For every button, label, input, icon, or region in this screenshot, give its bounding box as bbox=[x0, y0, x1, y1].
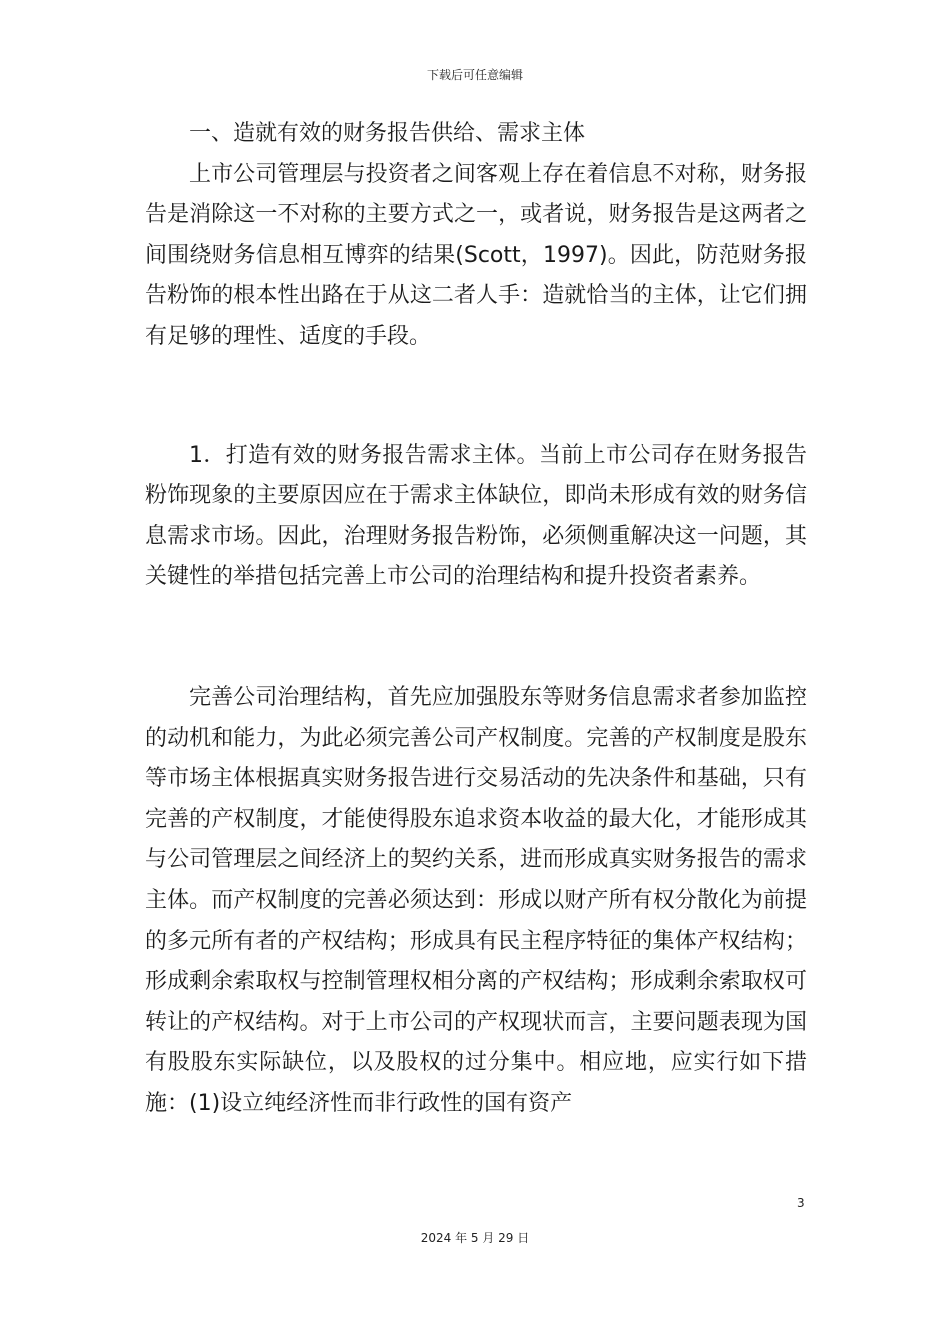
section-heading: 一、造就有效的财务报告供给、需求主体 bbox=[189, 121, 586, 146]
paragraph-intro: 上市公司管理层与投资者之间客观上存在着信息不对称，财务报告是消除这一不对称的主要方式之一，或者说，财务报告是这两者之间围绕财务信息相互博弈的结果(Scott，1997)。因此，防范财务报告粉饰的根本性出路在于从这二者人手：造就恰当的主体，让它们拥有足够的理性、适度的手段。 bbox=[145, 161, 807, 349]
page-header: 下载后可任意编辑 bbox=[426, 68, 523, 82]
page-number: 3 bbox=[797, 1196, 805, 1210]
document-body bbox=[145, 114, 807, 1124]
page-footer-date: 2024 年 5 月 29 日 bbox=[420, 1231, 530, 1245]
paragraph-governance: 完善公司治理结构，首先应加强股东等财务信息需求者参加监控的动机和能力，为此必须完善公司产权制度。完善的产权制度是股东等市场主体根据真实财务报告进行交易活动的先决条件和基础，只有完善的产权制度，才能使得股东追求资本收益的最大化，才能形成其与公司管理层之间经济上的契约关系，进而形成真实财务报告的需求主体。而产权制度的完善必须达到：形成以财产所有权分散化为前提的多元所有者的产权结构；形成具有民主程序特征的集体产权结构；形成剩余索取权与控制管理权相分离的产权结构；形成剩余索取权可转让的产权结构。对于上市公司的产权现状而言，主要问题表现为国有股股东实际缺位，以及股权的过分集中。相应地，应实行如下措施：(1)设立纯经济性而非行政性的国有资产 bbox=[145, 684, 807, 1116]
paragraph-spacer bbox=[145, 358, 807, 436]
paragraph-demand-subject: 1．打造有效的财务报告需求主体。当前上市公司存在财务报告粉饰现象的主要原因应在于需求主体缺位，即尚未形成有效的财务信息需求市场。因此，治理财务报告粉饰，必须侧重解决这一问题，其关键性的举措包括完善上市公司的治理结构和提升投资者素养。 bbox=[145, 442, 807, 590]
paragraph-spacer bbox=[145, 598, 807, 678]
